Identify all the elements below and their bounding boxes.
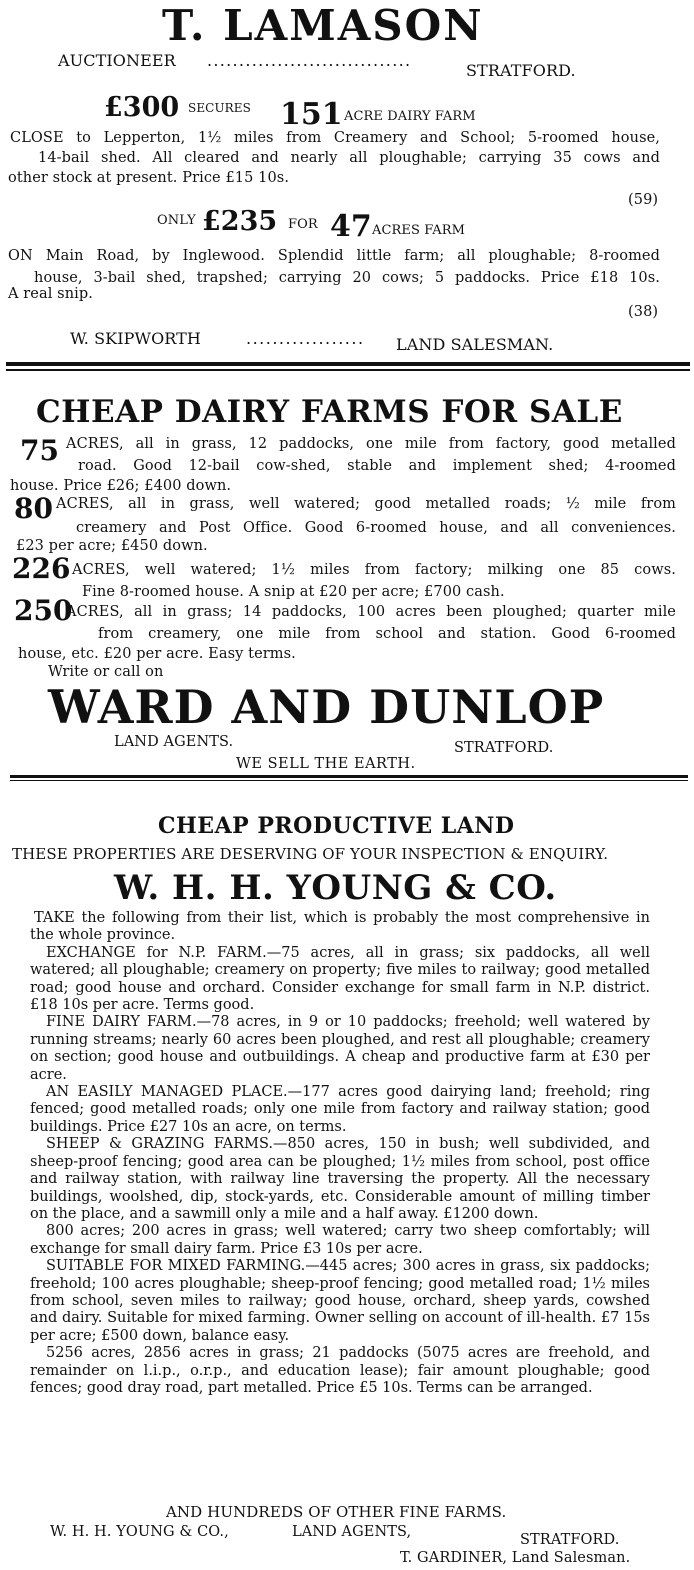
- ward-item-3-line2: Fine 8-roomed house. A snip at £20 per acre; £700 cash.: [82, 584, 505, 600]
- ward-item-1-acres: 75: [20, 434, 59, 467]
- ad2-heading: ACRES FARM: [372, 223, 466, 238]
- ad2-line3: A real snip.: [8, 286, 93, 302]
- young-subheading: THESE PROPERTIES ARE DESERVING OF YOUR INSPECTION & ENQUIRY.: [12, 845, 609, 863]
- ad2-ref: (38): [628, 304, 659, 320]
- ad1-heading: ACRE DAIRY FARM: [344, 109, 476, 124]
- young-headline: CHEAP PRODUCTIVE LAND: [158, 813, 515, 839]
- young-firm: W. H. H. YOUNG & CO.: [114, 868, 557, 908]
- ad2-line2: house, 3-bail shed, trapshed; carrying 20 cows; 5 paddocks. Price £18 10s.: [34, 270, 660, 286]
- ward-motto: WE SELL THE EARTH.: [236, 756, 416, 772]
- ad1-line2: 14-bail shed. All cleared and nearly all ploughable; carrying 35 cows and: [38, 150, 660, 166]
- ward-item-2-line1: ACRES, all in grass, well watered; good metalled roads; ½ mile from: [56, 496, 676, 512]
- young-sig-salesman: T. GARDINER, Land Salesman.: [400, 1550, 631, 1566]
- young-listing-sheep-grazing: SHEEP & GRAZING FARMS.—850 acres, 150 in bush; well subdivided, and sheep-proof fencing; good area can be ploughed; 1½ miles from school, post office and railway station, with railway line traversing the property. All the necessary buildings, woolshed, dip, stock-yards, etc. Considerable amount of milling timber on the place, and a sawmill only a mile and a half away. £1200 down.: [30, 1136, 650, 1222]
- ad2-line1: ON Main Road, by Inglewood. Splendid little farm; all ploughable; 8-roomed: [8, 248, 660, 264]
- ward-town: STRATFORD.: [454, 740, 554, 756]
- ward-item-4-line3: house, etc. £20 per acre. Easy terms.: [18, 646, 296, 662]
- ad2-for: FOR: [288, 217, 318, 232]
- ad2-price: £235: [202, 206, 278, 237]
- ward-headline: CHEAP DAIRY FARMS FOR SALE: [36, 394, 623, 430]
- ad1-line1: CLOSE to Lepperton, 1½ miles from Creamery and School; 5-roomed house,: [10, 130, 660, 146]
- divider-1: [6, 362, 690, 366]
- lamason-name: T. LAMASON: [162, 1, 484, 50]
- skipworth-name: W. SKIPWORTH: [70, 329, 201, 348]
- young-listings: [30, 910, 650, 1397]
- ad2-only: ONLY: [157, 213, 196, 228]
- skipworth-dots: ..................: [246, 329, 365, 348]
- young-listing-5256-acres: 5256 acres, 2856 acres in grass; 21 paddocks (5075 acres are freehold, and remainder on l.i.p., o.r.p., and education lease); fair amount ploughable; good fences; good dray road, part metalled. Price £5 10s. Terms can be arranged.: [30, 1345, 650, 1396]
- ward-item-2-line2: creamery and Post Office. Good 6-roomed house, and all conveniences.: [76, 520, 676, 536]
- young-intro: TAKE the following from their list, which is probably the most comprehensive in the whole province.: [30, 910, 650, 944]
- ward-item-1-line1: ACRES, all in grass, 12 paddocks, one mile from factory, good metalled: [66, 436, 676, 452]
- young-sig-town: STRATFORD.: [520, 1532, 620, 1548]
- ward-item-3-line1: ACRES, well watered; 1½ miles from factory; milking one 85 cows.: [72, 562, 676, 578]
- lamason-dots: ................................: [207, 51, 412, 70]
- young-listing-easily-managed: AN EASILY MANAGED PLACE.—177 acres good dairying land; freehold; ring fenced; good metalled roads; only one mile from factory and railway station; good buildings. Price £27 10s an acre, on terms.: [30, 1084, 650, 1135]
- young-listing-fine-dairy: FINE DAIRY FARM.—78 acres, in 9 or 10 paddocks; freehold; well watered by running streams; nearly 60 acres been ploughed, and rest all ploughable; creamery on section; good house and outbuildings. A cheap and productive farm at £30 per acre.: [30, 1014, 650, 1083]
- ad1-ref: (59): [628, 192, 659, 208]
- skipworth-role: LAND SALESMAN.: [396, 335, 554, 354]
- ward-item-1-line2: road. Good 12-bail cow-shed, stable and implement shed; 4-roomed: [78, 458, 676, 474]
- ward-item-4-acres: 250: [14, 594, 73, 627]
- ward-item-2-acres: 80: [14, 492, 53, 525]
- young-sig-agents: LAND AGENTS,: [292, 1524, 412, 1540]
- young-listing-exchange: EXCHANGE for N.P. FARM.—75 acres, all in grass; six paddocks, all well watered; all ploughable; creamery on property; five miles to railway; good metalled road; good house and orchard. Consider exchange for small farm in N.P. district. £18 10s per acre. Terms good.: [30, 944, 650, 1014]
- ad1-acres: 151: [280, 97, 343, 132]
- ward-item-3-acres: 226: [12, 552, 71, 585]
- lamason-town: STRATFORD.: [466, 61, 576, 80]
- young-listing-mixed-farming: SUITABLE FOR MIXED FARMING.—445 acres; 300 acres in grass, six paddocks; freehold; 100 acres ploughable; sheep-proof fencing; good metalled road; 1½ miles from school, seven miles to railway; good house, orchard, sheep yards, cowshed and dairy. Suitable for mixed farming. Owner selling on account of ill-health. £7 15s per acre; £500 down, balance easy.: [30, 1258, 650, 1344]
- ad1-line3: other stock at present. Price £15 10s.: [8, 170, 290, 186]
- ad1-price: £300: [104, 92, 180, 123]
- young-listing-800-acres: 800 acres; 200 acres in grass; well watered; carry two sheep comfortably; will exchange for small dairy farm. Price £3 10s per acre.: [30, 1223, 650, 1257]
- divider-2b: [10, 780, 688, 781]
- ward-firm: WARD AND DUNLOP: [48, 680, 605, 734]
- divider-1b: [6, 369, 690, 371]
- ad2-acres: 47: [330, 209, 372, 244]
- ward-call: Write or call on: [48, 664, 164, 680]
- divider-2: [10, 775, 688, 778]
- ward-item-1-line3: house. Price £26; £400 down.: [10, 478, 232, 494]
- ward-item-2-line3: £23 per acre; £450 down.: [16, 538, 208, 554]
- ward-item-4-line2: from creamery, one mile from school and station. Good 6-roomed: [98, 626, 676, 642]
- ward-agents: LAND AGENTS.: [114, 734, 234, 750]
- ward-item-4-line1: ACRES, all in grass; 14 paddocks, 100 acres been ploughed; quarter mile: [66, 604, 676, 620]
- young-sig-firm: W. H. H. YOUNG & CO.,: [50, 1524, 229, 1540]
- young-closing: AND HUNDREDS OF OTHER FINE FARMS.: [166, 1503, 507, 1521]
- ad1-secures: SECURES: [188, 101, 251, 115]
- lamason-role: AUCTIONEER: [58, 51, 176, 70]
